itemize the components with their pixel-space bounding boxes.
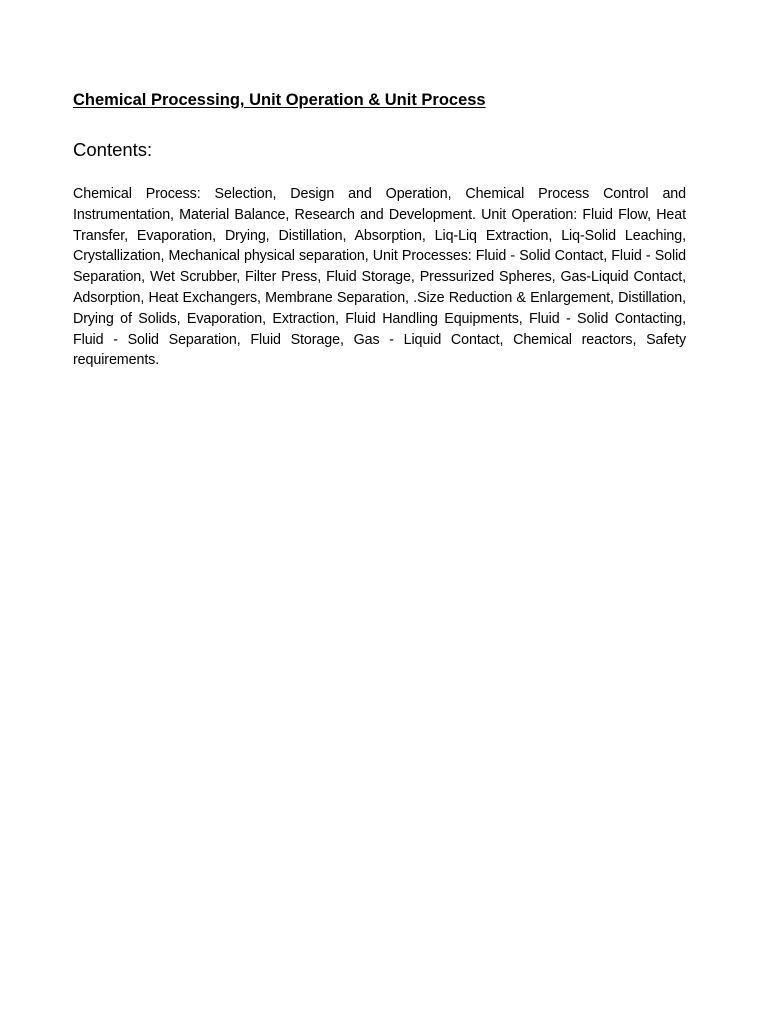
contents-heading: Contents: [73,139,153,160]
document-title: Chemical Processing, Unit Operation & Unit Process [73,91,486,109]
contents-paragraph: Chemical Process: Selection, Design and Operation, Chemical Process Control and Instrumentation, Material Balance, Research and Development. Unit Operation: Fluid Flow, Heat Transfer, Evaporation, Drying, Distillation, Absorption, Liq-Liq Extraction, Liq-Solid Leaching, Crystallization, Mechanical physical separation, Unit Processes: Fluid - Solid Contact, Fluid - Solid Separation, Wet Scrubber, Filter Press, Fluid Storage, Pressurized Spheres, Gas-Liquid Contact, Adsorption, Heat Exchangers, Membrane Separation, .Size Reduction & Enlargement, Distillation, Drying of Solids, Evaporation, Extraction, Fluid Handling Equipments, Fluid - Solid Contacting, Fluid - Solid Separation, Fluid Storage, Gas - Liquid Contact, Chemical reactors, Safety requirements. [73,186,686,369]
